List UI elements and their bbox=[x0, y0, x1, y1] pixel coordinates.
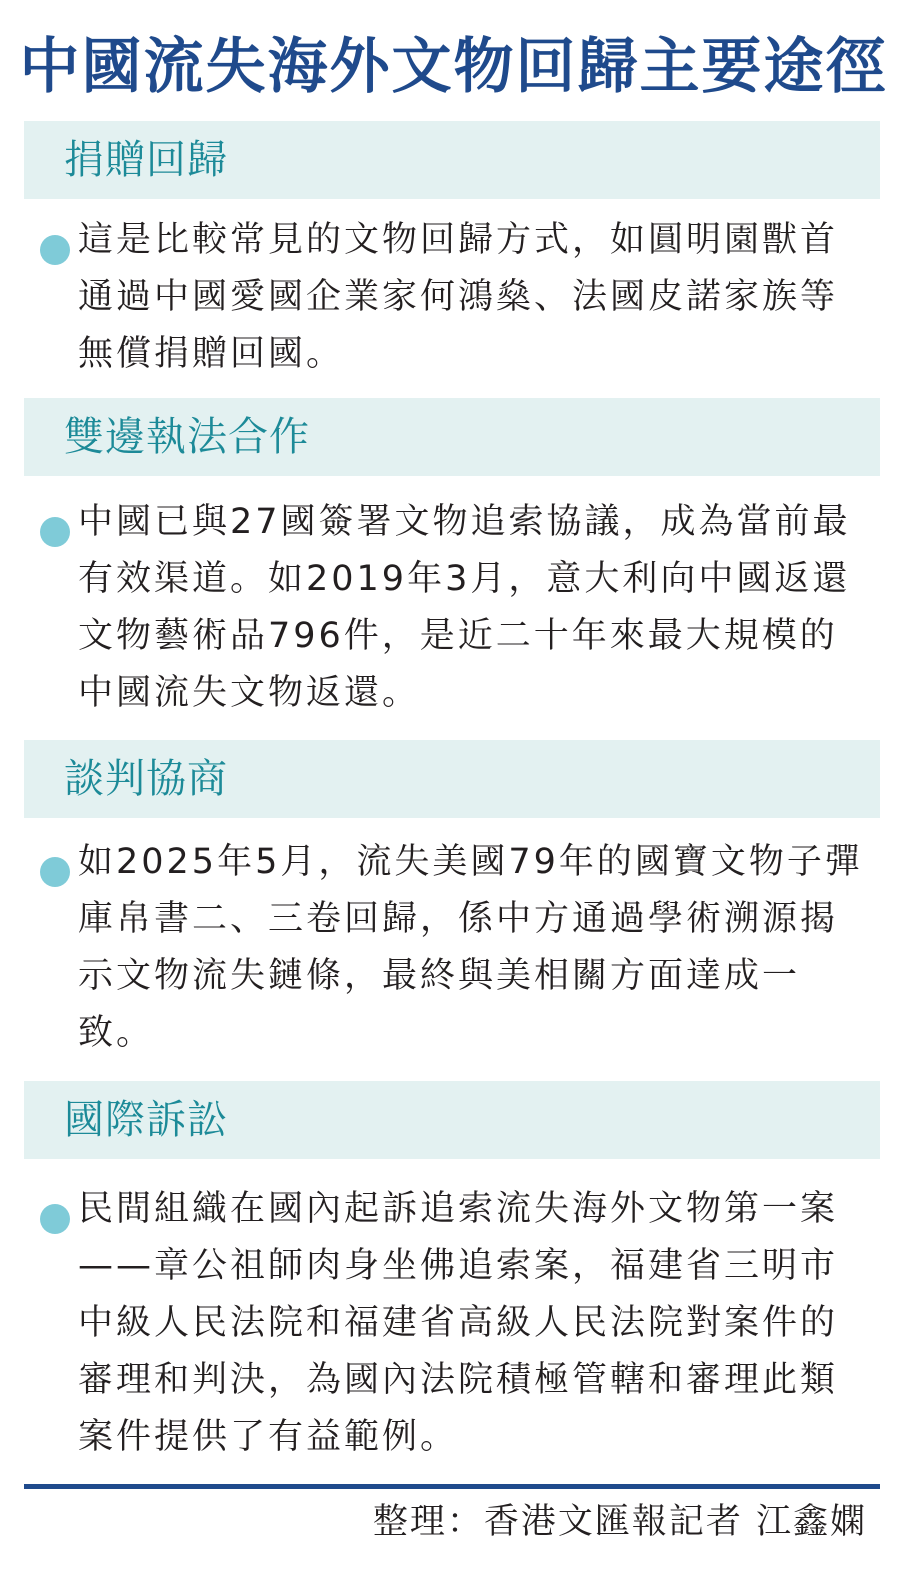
bullet-dot-icon bbox=[40, 235, 70, 265]
section-heading: 捐贈回歸 bbox=[64, 137, 228, 183]
reporter-credit: 整理：香港文匯報記者 江鑫嫻 bbox=[372, 1502, 867, 1542]
section-header-bilateral bbox=[24, 398, 880, 476]
section-heading: 雙邊執法合作 bbox=[64, 414, 310, 460]
section-heading: 談判協商 bbox=[64, 756, 228, 802]
section-heading: 國際訴訟 bbox=[64, 1097, 228, 1143]
footer-divider bbox=[24, 1484, 880, 1489]
section-text: 這是比較常見的文物回歸方式，如圓明園獸首通過中國愛國企業家何鴻燊、法國皮諾家族等無償捐贈回國。 bbox=[78, 220, 839, 374]
bullet-dot-icon bbox=[40, 517, 70, 547]
bullet-dot-icon bbox=[40, 857, 70, 887]
section-body-donation bbox=[40, 212, 870, 383]
section-body-bilateral bbox=[40, 494, 870, 722]
section-header-donation bbox=[24, 121, 880, 199]
section-text: 如2025年5月，流失美國79年的國寶文物子彈庫帛書二、三卷回歸，係中方通過學術溯源揭示文物流失鏈條，最終與美相關方面達成一致。 bbox=[78, 842, 863, 1053]
section-body-litigation bbox=[40, 1181, 870, 1466]
page-title: 中國流失海外文物回歸主要途徑 bbox=[19, 32, 888, 102]
section-header-negotiation bbox=[24, 740, 880, 818]
bullet-dot-icon bbox=[40, 1204, 70, 1234]
section-header-litigation bbox=[24, 1081, 880, 1159]
section-body-negotiation bbox=[40, 834, 870, 1062]
section-text: 民間組織在國內起訴追索流失海外文物第一案——章公祖師肉身坐佛追索案，福建省三明市中級人民法院和福建省高級人民法院對案件的審理和判決，為國內法院積極管轄和審理此類案件提供了有益範例。 bbox=[78, 1189, 839, 1457]
section-text: 中國已與27國簽署文物追索協議，成為當前最有效渠道。如2019年3月，意大利向中國返還文物藝術品796件，是近二十年來最大規模的中國流失文物返還。 bbox=[78, 502, 851, 713]
